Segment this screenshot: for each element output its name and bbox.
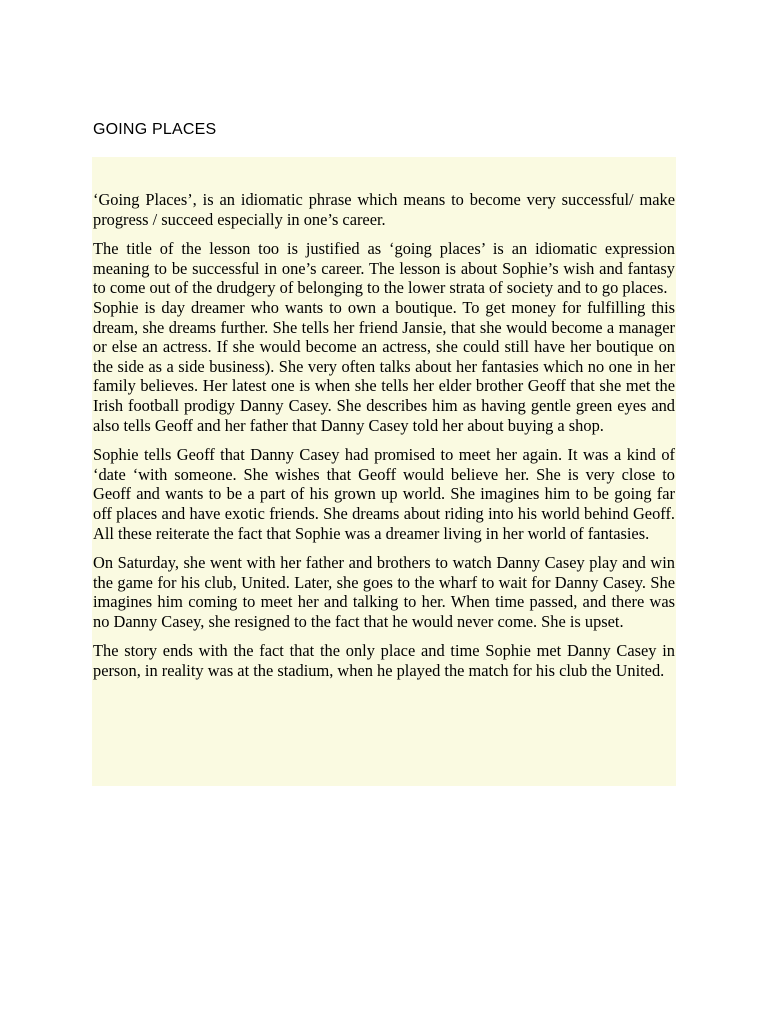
paragraph-saturday-match: On Saturday, she went with her father and brothers to watch Danny Casey play and win the game for his club, United. Later, she goes to the wharf to wait for Danny Casey. She imagines him coming to meet her and talking to her. When time passed, and there was no Danny Casey, she resigned to the fact that he would never come. She is upset.: [93, 553, 675, 631]
document-body: [93, 190, 675, 681]
paragraph-story-ending: The story ends with the fact that the only place and time Sophie met Danny Casey in person, in reality was at the stadium, when he played the match for his club the United.: [93, 641, 675, 681]
paragraph-title-justification: The title of the lesson too is justified as ‘going places’ is an idiomatic expression meaning to be successful in one’s career. The lesson is about Sophie’s wish and fantasy to come out of the drudgery of belonging to the lower strata of society and to go places.: [93, 239, 675, 298]
paragraph-sophie-and-geoff: Sophie tells Geoff that Danny Casey had promised to meet her again. It was a kind of ‘date ‘with someone. She wishes that Geoff would believe her. She is very close to Geoff and wants to be a part of his grown up world. She imagines him to be going far off places and have exotic friends. She dreams about riding into his world behind Geoff. All these reiterate the fact that Sophie was a dreamer living in her world of fantasies.: [93, 445, 675, 543]
document-title: GOING PLACES: [93, 121, 217, 138]
paragraph-idiom-meaning: ‘Going Places’, is an idiomatic phrase which means to become very successful/ make progress / succeed especially in one’s career.: [93, 190, 675, 229]
paragraph-sophie-dreams: Sophie is day dreamer who wants to own a boutique. To get money for fulfilling this dream, she dreams further. She tells her friend Jansie, that she would become a manager or else an actress. If she would become an actress, she could still have her boutique on the side as a side business). She very often talks about her fantasies which no one in her family believes. Her latest one is when she tells her elder brother Geoff that she met the Irish football prodigy Danny Casey. She describes him as having gentle green eyes and also tells Geoff and her father that Danny Casey told her about buying a shop.: [93, 297, 675, 435]
